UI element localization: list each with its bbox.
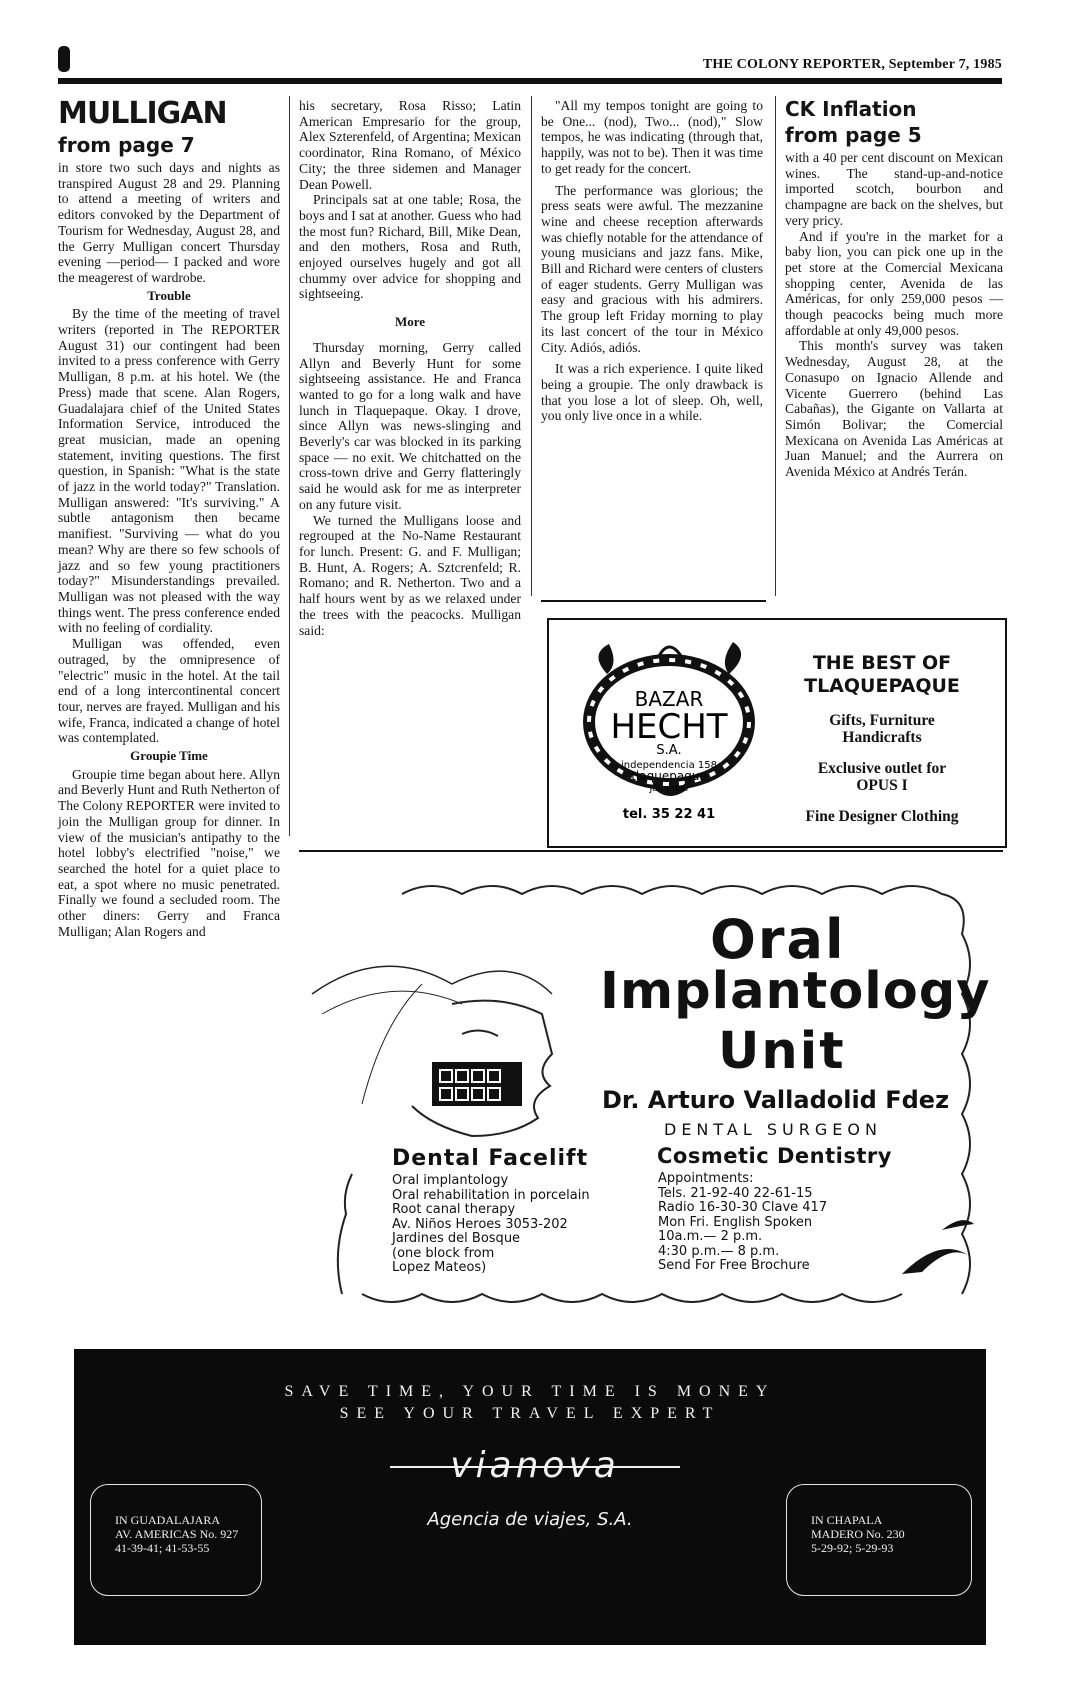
list-item: Mon Fri. English Spoken bbox=[658, 1214, 813, 1230]
fish-tail-icon bbox=[725, 642, 741, 674]
office-city: IN CHAPALA bbox=[811, 1513, 883, 1527]
column-rule bbox=[289, 96, 290, 836]
paragraph: It was a rich experience. I quite liked being a groupie. The only drawback is that you lose a lot of sleep. Oh, well, you only live once in a while. bbox=[541, 361, 763, 424]
list-item: 4:30 p.m.— 8 p.m. bbox=[658, 1243, 780, 1259]
article-column-1 bbox=[58, 98, 280, 939]
doctor-specialty: DENTAL SURGEON bbox=[664, 1120, 882, 1139]
ad-title: Oral bbox=[710, 908, 846, 971]
paragraph: "All my tempos tonight are going to be One... (nod), Two... (nod)," Slow tempos, he was indicating (through that, happily, was not to be). Then it was time to get ready for the concert. bbox=[541, 98, 763, 176]
list-item: Send For Free Brochure bbox=[658, 1258, 810, 1273]
article-continuation: from page 5 bbox=[785, 123, 922, 147]
doctor-name: Dr. Arturo Valladolid Fdez bbox=[602, 1086, 950, 1114]
ad-line: Handicrafts bbox=[842, 729, 922, 746]
office-city: IN GUADALAJARA bbox=[115, 1513, 220, 1527]
ad-slogan: SEE YOUR TRAVEL EXPERT bbox=[339, 1405, 721, 1422]
header-rule bbox=[58, 78, 1002, 84]
article-headline: CK Inflation bbox=[785, 97, 917, 121]
article-column-2 bbox=[299, 98, 521, 638]
office-address: AV. AMERICAS No. 927 bbox=[115, 1527, 239, 1541]
ad-line: OPUS I bbox=[856, 777, 908, 794]
list-item: Lopez Mateos) bbox=[392, 1260, 487, 1275]
leaf-ornament-icon bbox=[902, 1249, 972, 1274]
list-item: (one block from bbox=[392, 1245, 495, 1261]
contact-list bbox=[658, 1172, 827, 1274]
bazar-hecht-advertisement bbox=[547, 618, 1007, 848]
article-continuation: from page 7 bbox=[58, 133, 195, 157]
service-list bbox=[392, 1174, 590, 1276]
logo-text: independencia 158 bbox=[621, 760, 717, 771]
column-rule bbox=[531, 96, 532, 596]
paragraph: And if you're in the market for a baby lion, you can pick one up in the pet store at the Comercial Mexicana shopping center, Avenida de las Américas, for only 259,000 pesos — though peacocks being much more affordable at only 49,000 pesos. bbox=[785, 228, 1003, 338]
section-rule bbox=[299, 850, 1003, 852]
ad-title: Unit bbox=[718, 1022, 846, 1081]
service-heading: Cosmetic Dentistry bbox=[657, 1144, 892, 1168]
article-column-4 bbox=[785, 98, 1003, 480]
paragraph: Mulligan was offended, even outraged, by the omnipresence of "electric" music in the hotel. At the tail end of a long intercontinental concert tour, nerves are frayed. Mulligan and his wife, Franca, indicated a change of hotel was contemplated. bbox=[58, 636, 280, 746]
list-item: Av. Niños Heroes 3053-202 bbox=[392, 1216, 568, 1232]
section-heading: More bbox=[394, 314, 426, 330]
office-address: MADERO No. 230 bbox=[811, 1527, 905, 1541]
logo-text: HECHT bbox=[610, 707, 728, 747]
vianova-logo bbox=[390, 1441, 680, 1491]
ad-line: Fine Designer Clothing bbox=[805, 808, 959, 825]
brand-wordmark: vianova bbox=[450, 1445, 620, 1486]
face-illustration-icon bbox=[312, 966, 552, 1136]
ad-title: THE BEST OF bbox=[812, 652, 952, 674]
paragraph: Thursday morning, Gerry called Allyn and Beverly Hunt for some sightseeing assistance. He and Franca wanted to go for a long walk and have lunch in Tlaquepaque. Okay. I drove, since Allyn was news-slinging and Beverly's car was blocked in its parking space — no exit. We chitchatted on the cross-town drive and Gerry flatteringly said he would ask for me as interpreter on any future visit. bbox=[299, 339, 521, 512]
paragraph: We turned the Mulligans loose and regrouped at the No-Name Restaurant for lunch. Present: G. and F. Mulligan; B. Hunt, A. Rogers; A. Sztcrenfeld; R. Romano; and R. Netherton. Two and a half hours went by as we relaxed under the trees with the peacocks. Mulligan said: bbox=[299, 512, 521, 638]
office-phones: 41-39-41; 41-53-55 bbox=[115, 1541, 210, 1555]
vianova-travel-advertisement bbox=[74, 1349, 986, 1645]
list-item: Tels. 21-92-40 22-61-15 bbox=[658, 1185, 813, 1201]
paragraph: with a 40 per cent discount on Mexican wines. The stand-up-and-notice imported scotch, bourbon and champagne are back on the shelves, but very pricy. bbox=[785, 150, 1003, 228]
bazar-copy bbox=[777, 652, 987, 825]
section-heading: Trouble bbox=[147, 287, 191, 303]
article-headline: MULLIGAN bbox=[58, 96, 227, 131]
office-chapala bbox=[786, 1484, 972, 1596]
ad-tagline: Agencia de viajes, S.A. bbox=[427, 1509, 633, 1530]
logo-phone: tel. 35 22 41 bbox=[622, 807, 716, 822]
bazar-hecht-logo bbox=[569, 634, 769, 824]
logo-text: Jal. mex. bbox=[649, 784, 689, 794]
column-rule bbox=[775, 96, 776, 596]
list-item: Radio 16-30-30 Clave 417 bbox=[658, 1200, 828, 1215]
ad-line: Exclusive outlet for bbox=[817, 760, 947, 777]
list-item: Appointments: bbox=[658, 1171, 754, 1186]
ad-line: Gifts, Furniture bbox=[829, 712, 935, 729]
paragraph: his secretary, Rosa Risso; Latin American Empresario for the group, Alex Szterenfeld, of Argentina; Mexican coordinator, Rina Romano, of México City; the three sidemen and Manager Dean Powell. bbox=[299, 98, 521, 192]
leaf-ornament-icon bbox=[942, 1220, 974, 1230]
office-guadalajara bbox=[90, 1484, 262, 1596]
list-item: Oral implantology bbox=[392, 1173, 509, 1188]
column-end-rule bbox=[541, 600, 766, 602]
paragraph: The performance was glorious; the press seats were awful. The mezzanine wine and cheese reception afterwards was chiefly notable for the attendance of young musicians and jazz fans. Mike, Bill and Richard were centers of clusters of eager students. Gerry Mulligan was easy and gracious with his admirers. The group left Friday morning to play its last concert of the tour in México City. Adiós, adiós. bbox=[541, 182, 763, 355]
dental-advertisement bbox=[302, 874, 1002, 1324]
paragraph: This month's survey was taken Wednesday, August 28, at the Conasupo on Ignacio Allende and Vicente Guerrero (behind Las Cabañas), the Gigante on Vallarta at Simón Bolivar; the Comercial Mexicana on Avenida Las Américas at Juan Manuel; and the Aurrera on Avenida México at Andrés Terán. bbox=[785, 338, 1003, 480]
paragraph: in store two such days and nights as transpired August 28 and 29. Planning to attend a meeting of writers and editors convoked by the Department of Tourism for Wednesday, August 28, and the Gerry Mulligan concert Thursday evening —period— I packed and wore the meagerest of wardrobe. bbox=[58, 160, 280, 285]
logo-text: tlaquepaque bbox=[631, 769, 707, 783]
paragraph: Groupie time began about here. Allyn and Beverly Hunt and Ruth Netherton of The Colony REPORTER were invited to join the Mulligan group for dinner. In view of the musician's antipathy to the hotel lobby's electrified "noise," we searched the hotel for a quiet place to eat, a spot where no music penetrated. Finally we found a secluded room. The other diners: Gerry and Franca Mulligan; Alan Rogers and bbox=[58, 766, 280, 939]
list-item: Oral rehabilitation in porcelain bbox=[392, 1187, 590, 1203]
ad-title: TLAQUEPAQUE bbox=[804, 675, 960, 697]
office-phones: 5-29-92; 5-29-93 bbox=[811, 1541, 894, 1555]
paragraph: By the time of the meeting of travel writers (reported in The REPORTER August 31) our contingent had been invited to a press conference with Gerry Mulligan, 8 p.m. at his hotel. We (the Press) made that scene. Alan Rogers, Guadalajara chief of the United States Information Service, introduced the great musician, made an opening statement, inviting questions. The first question, in Spanish: "What is the state of jazz in the world today?" Translation. Mulligan answered: "It's surviving." A subtle antagonism then became manifiest. "Surviving — what do you mean? Why are there so few schools of jazz and so few young practitioners today?" Misunderstandings prevailed. Mulligan was not pleased with the way things went. The press conference ended with no feeling of cordiality. bbox=[58, 306, 280, 636]
logo-text: S.A. bbox=[656, 743, 682, 758]
section-heading: Groupie Time bbox=[130, 748, 208, 764]
list-item: Jardines del Bosque bbox=[392, 1231, 521, 1246]
ad-slogan: SAVE TIME, YOUR TIME IS MONEY bbox=[284, 1383, 776, 1400]
paragraph: Principals sat at one table; Rosa, the boys and I sat at another. Guess who had the most fun? Richard, Bill, Mike Dean, and den mothers, Rosa and Ruth, enjoyed ourselves hugely and got all chummy over advice for shopping and sightseeing. bbox=[299, 192, 521, 302]
logo-text: BAZAR bbox=[634, 687, 704, 711]
article-column-3 bbox=[541, 98, 763, 424]
ad-title: Implantology bbox=[600, 962, 991, 1021]
service-heading: Dental Facelift bbox=[392, 1146, 589, 1171]
list-item: Root canal therapy bbox=[392, 1202, 516, 1217]
fish-tail-icon bbox=[598, 644, 613, 674]
list-item: 10a.m.— 2 p.m. bbox=[658, 1229, 763, 1244]
publication-header: THE COLONY REPORTER, September 7, 1985 bbox=[702, 57, 1002, 72]
